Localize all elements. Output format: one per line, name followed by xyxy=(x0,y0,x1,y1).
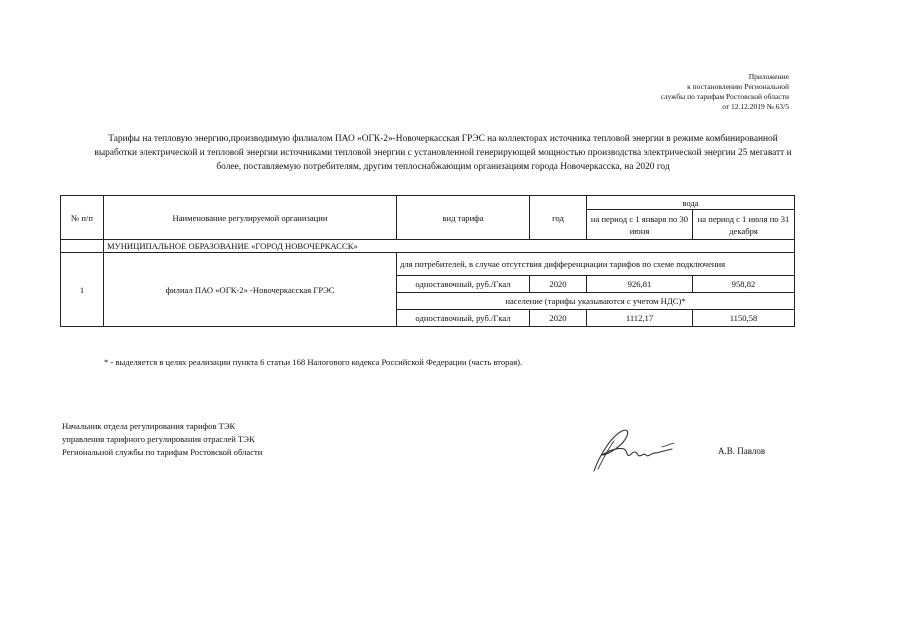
header-row xyxy=(61,196,795,210)
row-number: 1 xyxy=(61,253,104,327)
appendix-line: к постановлению Региональной xyxy=(687,82,789,91)
tariff-type-cell: одноставочный, руб./Гкал xyxy=(397,276,530,293)
position-line: Начальник отдела регулирования тарифов ТЭК xyxy=(62,421,236,431)
header-group: вода xyxy=(587,196,795,210)
header-org: Наименование регулируемой организации xyxy=(104,196,397,240)
header-tariff-type: вид тарифа xyxy=(397,196,530,240)
year-cell: 2020 xyxy=(530,276,587,293)
footnote: * - выделяется в целях реализации пункта 6 статьи 168 Налогового кодекса Российской Федерации (часть вторая). xyxy=(104,357,523,367)
document-title: Тарифы на тепловую энергию,производимую филиалом ПАО «ОГК-2»-Новочеркасская ГРЭС на коллекторах источника тепловой энергии в режиме комбинированной выработки электрической и тепловой энергии источниками тепловой энергии с установленной генерирующей мощностью производства электрической энергии 25 мегаватт и более, поставляемую потребителям, другим теплоснабжающим организациям города Новочеркасска, на 2020 год xyxy=(94,134,792,172)
appendix-line: службы по тарифам Ростовской области xyxy=(660,92,789,101)
header-period-2: на период с 1 июля по 31 декабря xyxy=(693,210,795,240)
handwritten-signature xyxy=(588,425,680,477)
tariff-type-cell: одноставочный, руб./Гкал xyxy=(397,310,530,327)
appendix-header xyxy=(589,72,789,112)
header-num: № п/п xyxy=(61,196,104,240)
section-consumers: для потребителей, в случае отсутствия дифференциации тарифов по схеме подключения xyxy=(397,253,795,276)
municipality-row xyxy=(61,240,795,253)
section-population: население (тарифы указываются с учетом НДС)* xyxy=(397,293,795,310)
value-cell: 926,81 xyxy=(587,276,693,293)
tariff-table xyxy=(60,195,795,327)
header-period-1: на период с 1 января по 30 июня xyxy=(587,210,693,240)
position-line: управления тарифного регулирования отраслей ТЭК xyxy=(62,434,255,444)
position-line: Региональной службы по тарифам Ростовской области xyxy=(62,447,263,457)
appendix-line: Приложение xyxy=(748,72,789,81)
value-cell: 1112,17 xyxy=(587,310,693,327)
organization-name: филиал ПАО «ОГК-2» -Новочеркасская ГРЭС xyxy=(104,253,397,327)
year-cell: 2020 xyxy=(530,310,587,327)
empty-cell xyxy=(61,240,104,253)
table-row xyxy=(61,253,795,276)
value-cell: 958,82 xyxy=(693,276,795,293)
value-cell: 1150,58 xyxy=(693,310,795,327)
municipality-name: МУНИЦИПАЛЬНОЕ ОБРАЗОВАНИЕ «ГОРОД НОВОЧЕРКАССК» xyxy=(104,240,795,253)
signer-name: А.В. Павлов xyxy=(718,446,766,456)
appendix-line: от 12.12.2019 № 63/5 xyxy=(722,102,789,111)
header-year: год xyxy=(530,196,587,240)
signatory-position xyxy=(62,420,262,459)
